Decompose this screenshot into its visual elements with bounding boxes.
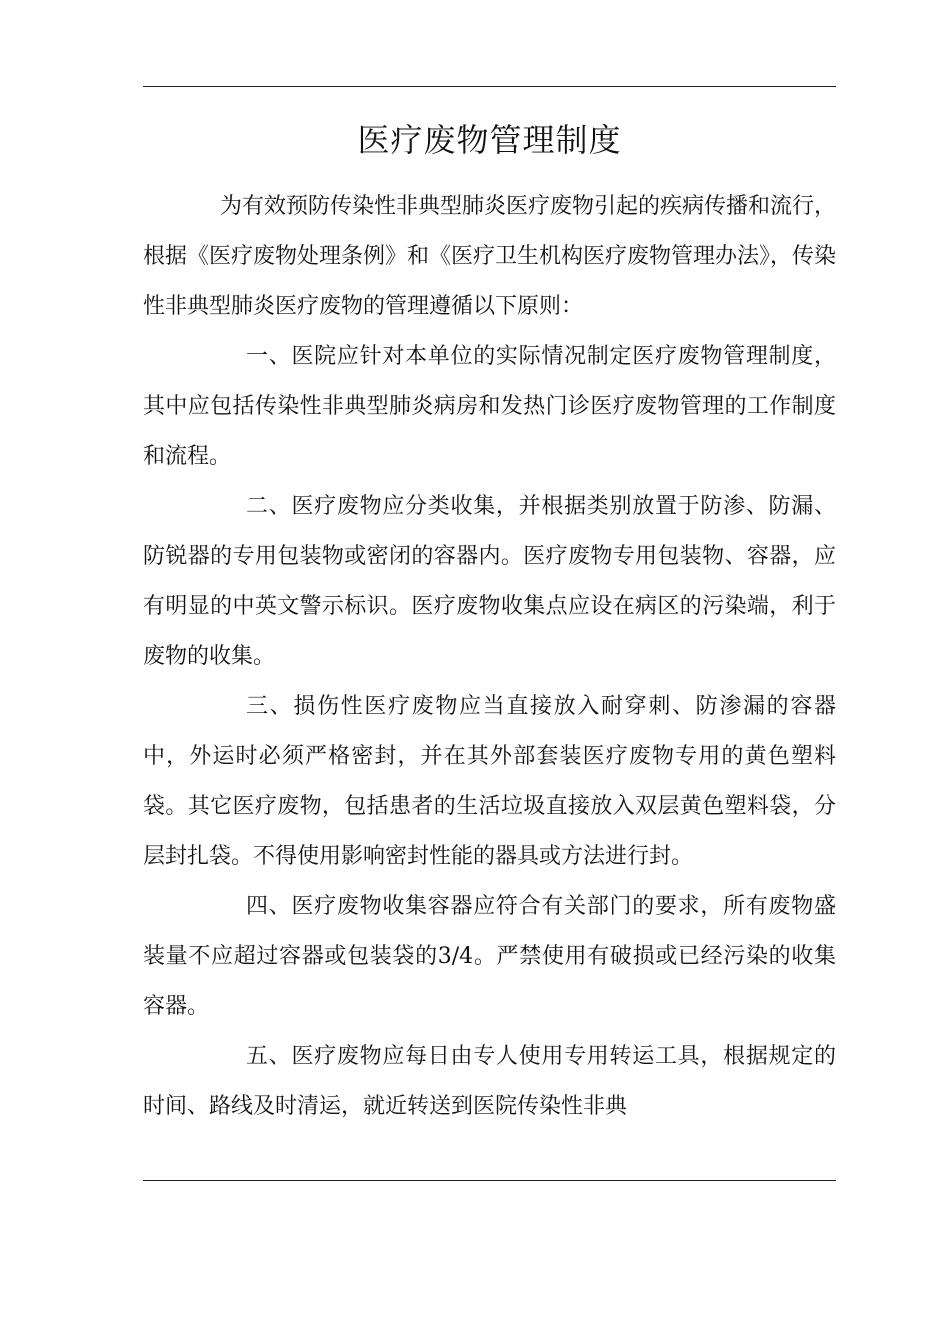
clause-paragraph-2: 二、医疗废物应分类收集，并根据类别放置于防渗、防漏、防锐器的专用包装物或密闭的容器内。医疗废物专用包装物、容器，应有明显的中英文警示标识。医疗废物收集点应设在病区的污染端，利于废物的收集。: [143, 494, 836, 669]
footer-rule: [143, 1180, 836, 1181]
clause-paragraph-3: 三、损伤性医疗废物应当直接放入耐穿刺、防渗漏的容器中，外运时必须严格密封，并在其外部套装医疗废物专用的黄色塑料袋。其它医疗废物，包括患者的生活垃圾直接放入双层黄色塑料袋，分层封扎袋。不得使用影响密封性能的器具或方法进行封。: [143, 694, 836, 869]
intro-paragraph: 为有效预防传染性非典型肺炎医疗废物引起的疾病传播和流行，根据《医疗废物处理条例》和《医疗卫生机构医疗废物管理办法》，传染性非典型肺炎医疗废物的管理遵循以下原则：: [143, 194, 837, 319]
clause-paragraph-1: 一、医院应针对本单位的实际情况制定医疗废物管理制度，其中应包括传染性非典型肺炎病房和发热门诊医疗废物管理的工作制度和流程。: [143, 344, 836, 469]
clause-paragraph-4: 四、医疗废物收集容器应符合有关部门的要求，所有废物盛装量不应超过容器或包装袋的3/4。严禁使用有破损或已经污染的收集容器。: [143, 894, 836, 1019]
header-rule: [143, 86, 836, 87]
document-body: [143, 182, 836, 1132]
document-title: 医疗废物管理制度: [357, 121, 622, 159]
clause-paragraph-5: 五、医疗废物应每日由专人使用专用转运工具，根据规定的时间、路线及时清运，就近转送到医院传染性非典: [143, 1044, 836, 1119]
